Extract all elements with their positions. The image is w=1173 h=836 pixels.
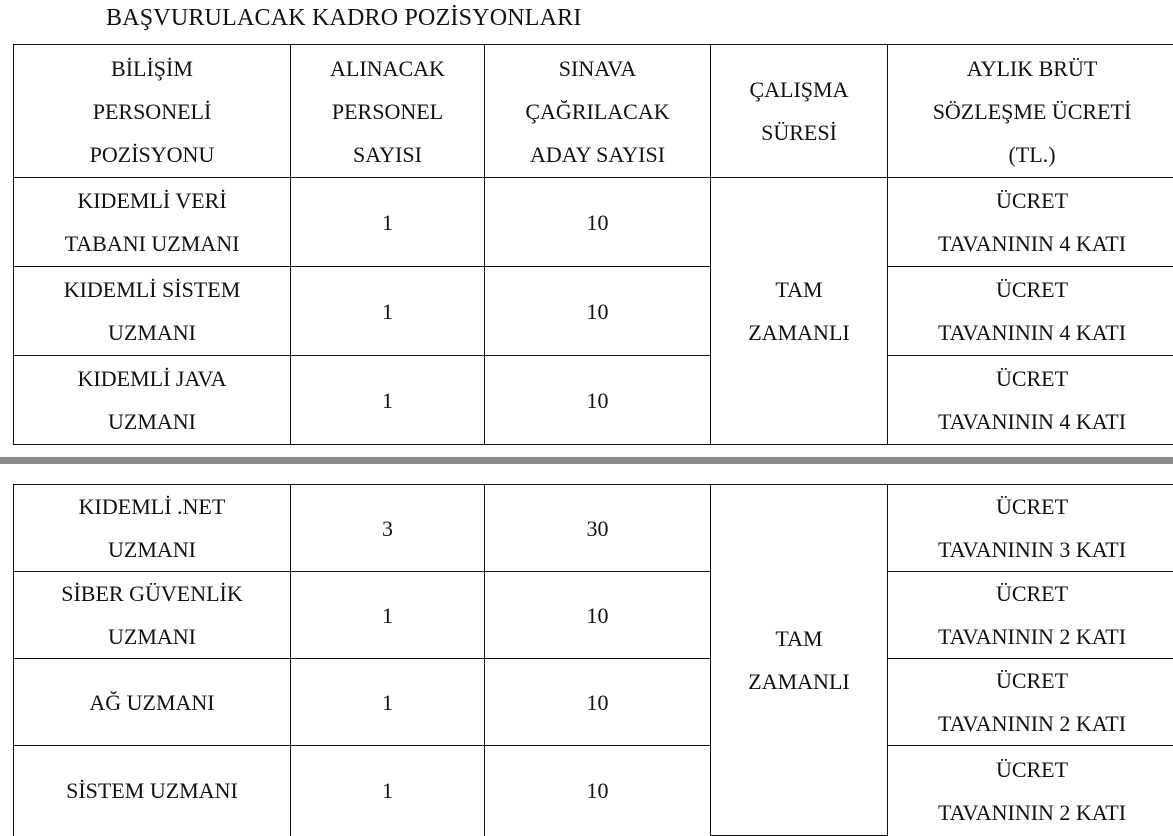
pozisyon-cell: KIDEMLİ SİSTEM UZMANI [14, 267, 291, 356]
header-cell-pozisyon: BİLİŞİM PERSONELİ POZİSYONU [14, 45, 291, 178]
personel-sayisi-cell: 1 [291, 746, 485, 836]
page-title: BAŞVURULACAK KADRO POZİSYONLARI [106, 5, 582, 31]
pozisyon-cell: KIDEMLİ JAVA UZMANI [14, 356, 291, 445]
header-cell-calisma-suresi: ÇALIŞMA SÜRESİ [711, 45, 888, 178]
personel-sayisi-cell: 1 [291, 659, 485, 746]
ucret-cell: ÜCRET TAVANININ 2 KATI [888, 572, 1173, 659]
aday-sayisi-cell: 30 [485, 485, 711, 572]
ucret-cell: ÜCRET TAVANININ 4 KATI [888, 178, 1173, 267]
ucret-cell: ÜCRET TAVANININ 2 KATI [888, 746, 1173, 836]
pozisyon-cell: KIDEMLİ VERİ TABANI UZMANI [14, 178, 291, 267]
ucret-cell: ÜCRET TAVANININ 4 KATI [888, 356, 1173, 445]
aday-sayisi-cell: 10 [485, 356, 711, 445]
ucret-cell: ÜCRET TAVANININ 4 KATI [888, 267, 1173, 356]
table-header-row [14, 45, 1173, 178]
aday-sayisi-cell: 10 [485, 659, 711, 746]
ucret-cell: ÜCRET TAVANININ 3 KATI [888, 485, 1173, 572]
personel-sayisi-cell: 1 [291, 572, 485, 659]
ucret-cell: ÜCRET TAVANININ 2 KATI [888, 659, 1173, 746]
pozisyon-cell: SİBER GÜVENLİK UZMANI [14, 572, 291, 659]
personel-sayisi-cell: 1 [291, 267, 485, 356]
personel-sayisi-cell: 3 [291, 485, 485, 572]
personel-sayisi-cell: 1 [291, 356, 485, 445]
page-separator [0, 457, 1173, 464]
table-row [14, 178, 1173, 267]
table-row [14, 485, 1173, 572]
aday-sayisi-cell: 10 [485, 178, 711, 267]
table-row [14, 746, 1173, 836]
table-row [14, 356, 1173, 445]
aday-sayisi-cell: 10 [485, 267, 711, 356]
header-cell-aday-sayisi: SINAVA ÇAĞRILACAK ADAY SAYISI [485, 45, 711, 178]
positions-table-page2 [13, 484, 1173, 836]
calisma-suresi-cell: TAM ZAMANLI [711, 178, 888, 445]
positions-table-page1 [13, 44, 1173, 445]
aday-sayisi-cell: 10 [485, 572, 711, 659]
table-row [14, 267, 1173, 356]
pozisyon-cell: KIDEMLİ .NET UZMANI [14, 485, 291, 572]
header-cell-ucret: AYLIK BRÜT SÖZLEŞME ÜCRETİ (TL.) [888, 45, 1173, 178]
table-row [14, 659, 1173, 746]
header-cell-personel-sayisi: ALINACAK PERSONEL SAYISI [291, 45, 485, 178]
pozisyon-cell: AĞ UZMANI [14, 659, 291, 746]
personel-sayisi-cell: 1 [291, 178, 485, 267]
aday-sayisi-cell: 10 [485, 746, 711, 836]
pozisyon-cell: SİSTEM UZMANI [14, 746, 291, 836]
table-row [14, 572, 1173, 659]
calisma-suresi-cell: TAM ZAMANLI [711, 485, 888, 836]
